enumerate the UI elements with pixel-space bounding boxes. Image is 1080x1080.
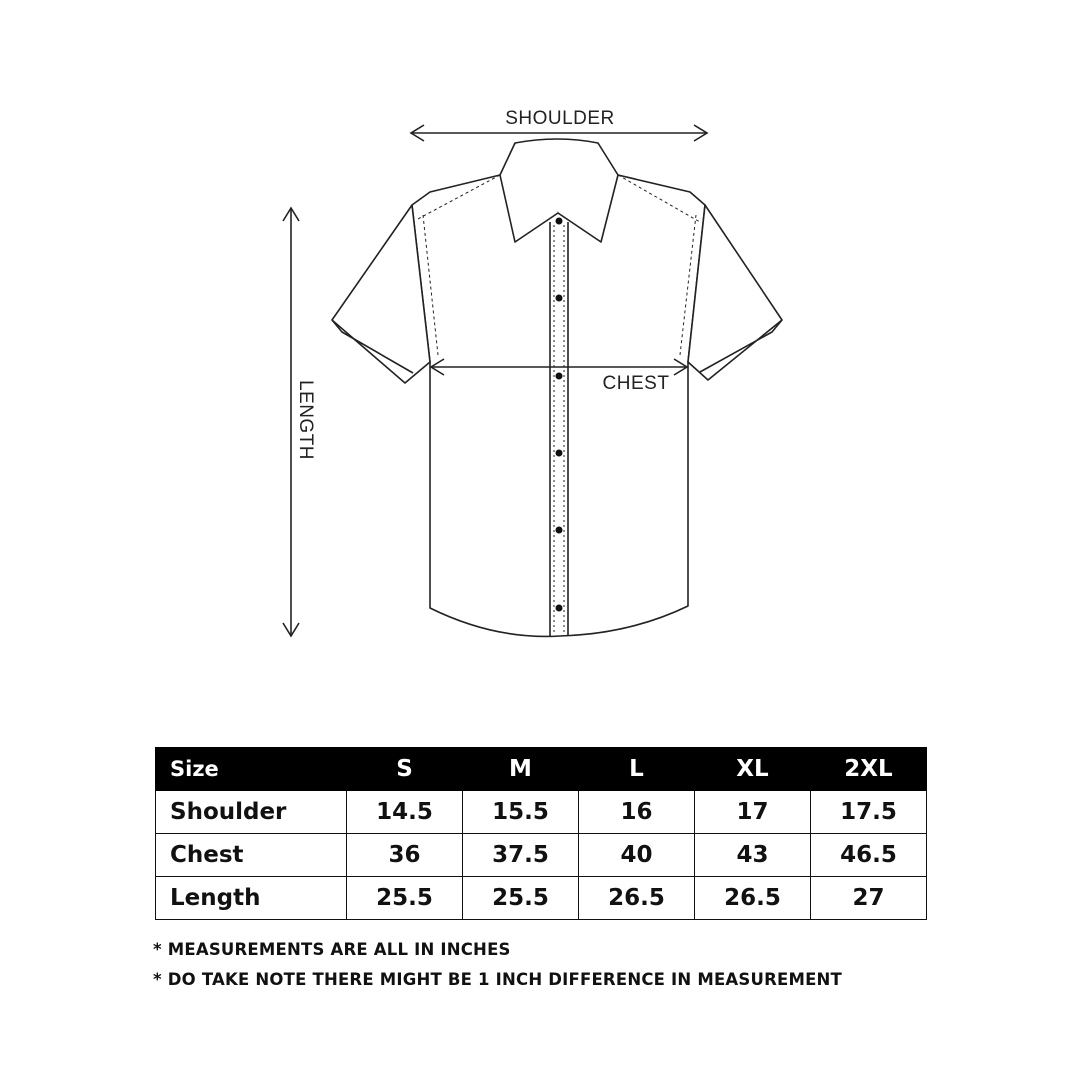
table-cell: 17 [695,791,811,834]
table-cell: 16 [579,791,695,834]
table-cell: 26.5 [695,877,811,920]
row-label-shoulder: Shoulder [156,791,347,834]
shoulder-label: SHOULDER [505,108,615,129]
button-dot [556,450,563,457]
button-dot [556,373,563,380]
measurement-notes [153,940,933,1000]
shirt-outline [332,139,782,636]
button-dot [556,295,563,302]
note-units: * MEASUREMENTS ARE ALL IN INCHES [153,940,511,959]
chest-label: CHEST [602,373,670,394]
table-cell: 26.5 [579,877,695,920]
table-cell: 14.5 [347,791,463,834]
header-size-s: S [347,748,463,791]
table-row [156,834,927,877]
table-cell: 17.5 [811,791,927,834]
row-label-chest: Chest [156,834,347,877]
table-cell: 43 [695,834,811,877]
button-dot [556,218,563,225]
table-cell: 15.5 [463,791,579,834]
table-cell: 37.5 [463,834,579,877]
table-row [156,791,927,834]
table-cell: 25.5 [347,877,463,920]
header-size-2xl: 2XL [811,748,927,791]
button-dot [556,527,563,534]
header-size-m: M [463,748,579,791]
table-cell: 27 [811,877,927,920]
table-cell: 46.5 [811,834,927,877]
header-size-l: L [579,748,695,791]
note-tolerance: * DO TAKE NOTE THERE MIGHT BE 1 INCH DIFFERENCE IN MEASUREMENT [153,970,843,989]
row-label-length: Length [156,877,347,920]
table-cell: 25.5 [463,877,579,920]
header-size-xl: XL [695,748,811,791]
header-size-label: Size [156,748,347,791]
size-chart-table [155,747,927,920]
table-row [156,877,927,920]
button-dot [556,605,563,612]
table-cell: 36 [347,834,463,877]
table-cell: 40 [579,834,695,877]
length-label: LENGTH [295,379,316,461]
table-header-row [156,748,927,791]
